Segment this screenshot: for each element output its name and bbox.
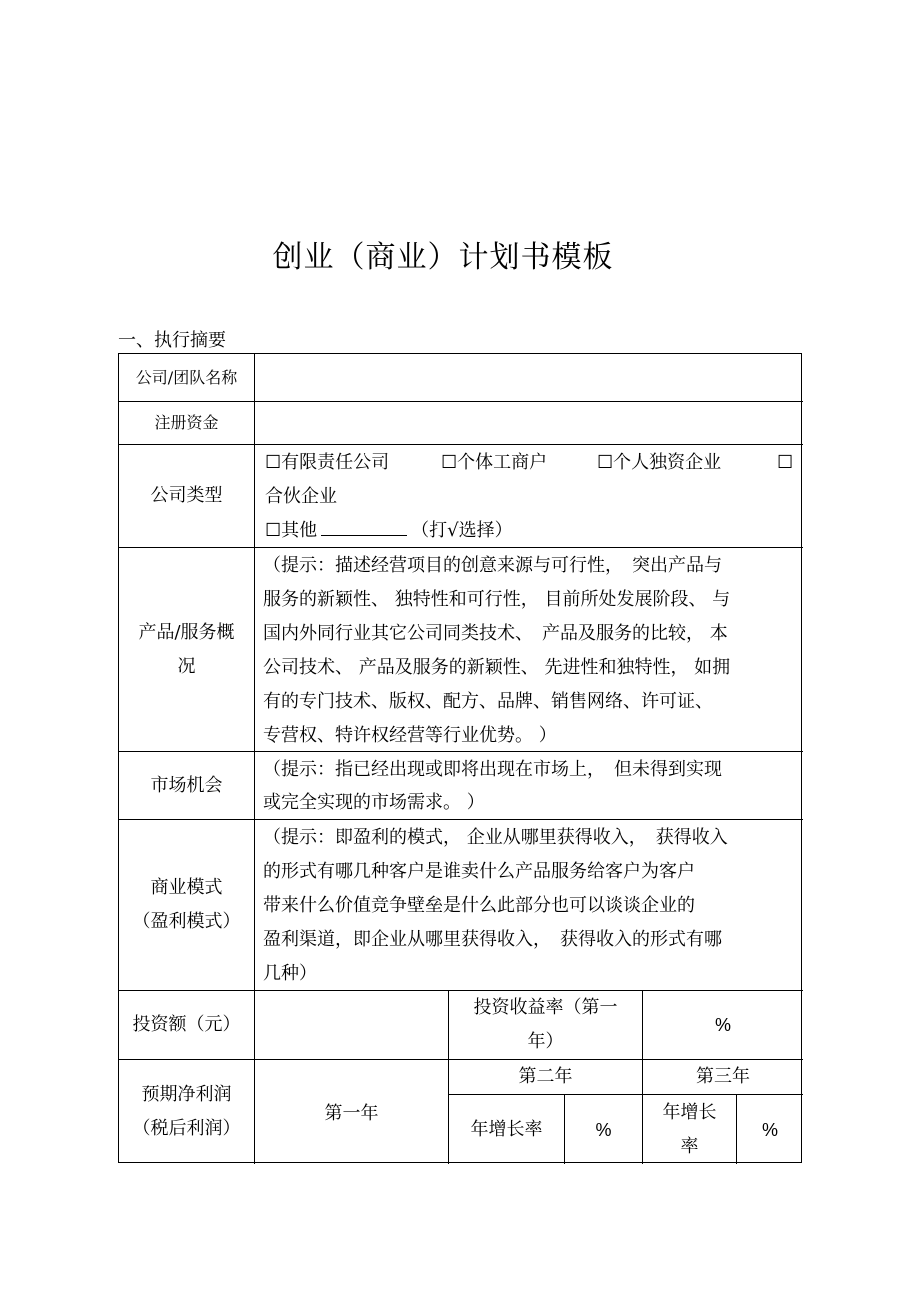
text-line: 服务的新颖性、 独特性和可行性， 目前所处发展阶段、 与 (263, 589, 731, 610)
option-partnership-box[interactable]: ☐ (777, 452, 794, 473)
company-type-options (265, 446, 797, 546)
investment-label: 投资额（元） (132, 1014, 241, 1035)
option-limited-company[interactable]: ☐有限责任公司 (265, 452, 390, 473)
text-line: 公司技术、 产品及服务的新颖性、 先进性和独特性， 如拥 (263, 657, 731, 678)
text-line: （提示：描述经营项目的创意来源与可行性， 突出产品与 (263, 555, 722, 576)
product-label-line: 况 (177, 655, 196, 677)
summary-table (118, 353, 802, 1163)
option-row (265, 446, 797, 480)
option-sole-proprietorship[interactable]: ☐个人独资企业 (597, 452, 722, 473)
profit-label-line: 预期净利润 (141, 1084, 232, 1105)
business-model-label (119, 820, 254, 990)
text-line: 的形式有哪几种客户是谁卖什么产品服务给客户为客户 (263, 861, 695, 882)
business-model-label-line: （盈利模式） (132, 911, 241, 932)
text-line: 有的专门技术、版权、配方、品牌、销售网络、许可证、 (263, 691, 713, 712)
option-partnership-label: 合伙企业 (265, 486, 337, 507)
growth3-label (643, 1095, 736, 1164)
option-individual-business[interactable]: ☐个体工商户 (441, 452, 548, 473)
growth2-label: 年增长率 (470, 1118, 543, 1140)
roi-label-line: 投资收益率（第一 (473, 997, 618, 1018)
text-line: （提示：即盈利的模式， 企业从哪里获得收入， 获得收入 (263, 827, 728, 848)
business-model-text[interactable] (263, 821, 799, 991)
company-name-field[interactable] (255, 354, 803, 401)
roi-label-line: 年） (527, 1031, 564, 1052)
roi-label (449, 991, 642, 1059)
market-text[interactable] (263, 753, 799, 819)
investment-field[interactable] (255, 991, 448, 1059)
market-label: 市场机会 (150, 774, 223, 796)
growth3-label-line: 率 (680, 1135, 699, 1157)
text-line: 盈利渠道，即企业从哪里获得收入， 获得收入的形式有哪 (263, 929, 722, 950)
roi-percent[interactable]: % (714, 1015, 731, 1035)
capital-field[interactable] (255, 402, 803, 444)
profit-label (119, 1060, 254, 1164)
company-name-label: 公司/团队名称 (135, 367, 238, 387)
growth3-label-line: 年增长 (662, 1101, 717, 1123)
other-blank-field[interactable] (321, 515, 407, 536)
check-hint: （打√选择） (411, 520, 513, 541)
page-title: 创业（商业）计划书模板 (272, 240, 614, 275)
option-other-row (265, 514, 797, 548)
year2-label: 第二年 (518, 1066, 573, 1087)
section-heading: 一、执行摘要 (118, 330, 226, 351)
product-text[interactable] (263, 549, 799, 753)
text-line: 国内外同行业其它公司同类技术、 产品及服务的比较， 本 (263, 623, 728, 644)
product-label-line: 产品/服务概 (138, 621, 235, 643)
year1-label: 第一年 (324, 1103, 379, 1124)
business-model-label-line: 商业模式 (150, 877, 223, 898)
text-line: 几种） (263, 963, 317, 984)
growth3-percent[interactable]: % (761, 1119, 778, 1140)
text-line: 专营权、特许权经营等行业优势。 ） (263, 725, 557, 746)
text-line: 或完全实现的市场需求。 ） (263, 792, 485, 813)
text-line: （提示：指已经出现或即将出现在市场上， 但未得到实现 (263, 759, 722, 780)
company-type-label: 公司类型 (150, 485, 223, 506)
text-line: 带来什么价值竞争壁垒是什么此部分也可以谈谈企业的 (263, 895, 695, 916)
profit-label-line: （税后利润） (132, 1118, 241, 1139)
growth2-percent[interactable]: % (595, 1119, 612, 1140)
product-label (119, 548, 254, 751)
capital-label: 注册资金 (154, 413, 219, 432)
option-other[interactable]: ☐其他 (265, 520, 318, 541)
year3-label: 第三年 (696, 1066, 750, 1087)
